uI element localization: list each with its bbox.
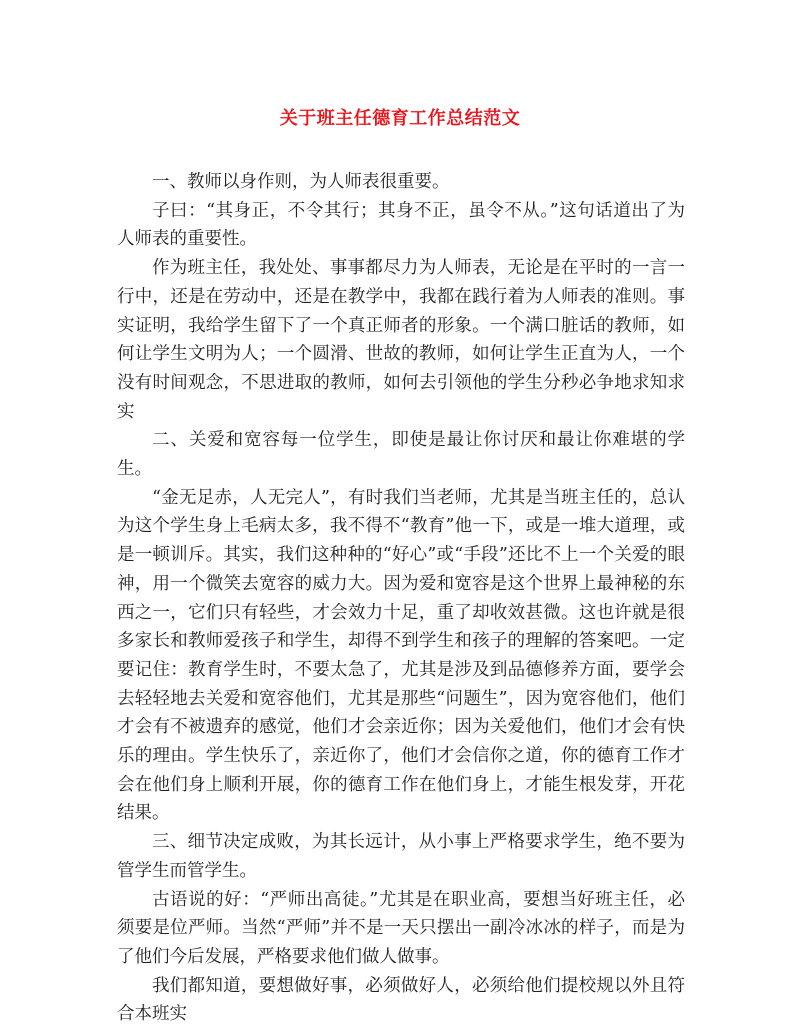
paragraph-5: “金无足赤，人无完人”，有时我们当老师，尤其是当班主任的，总认为这个学生身上毛病太多，我不得不“教育”他一下，或是一堆大道理，或是一顿训斥。其实，我们这种种的“好心”或“手段”还比不上一个关爱的眼神，用一个微笑去宽容的威力大。因为爱和宽容是这个世界上最神秘的东西之一，它们只有轻些，才会效力十足，重了却收效甚微。这也许就是很多家长和教师爱孩子和学生，却得不到学生和孩子的理解的答案吧。一定要记住：教育学生时，不要太急了，尤其是涉及到品德修养方面，要学会去轻轻地去关爱和宽容他们，尤其是那些“问题生”，因为宽容他们，他们才会有不被遗弃的感觉，他们才会亲近你；因为关爱他们，他们才会有快乐的理由。学生快乐了，亲近你了，他们才会信你之道，你的德育工作才会在他们身上顺利开展，你的德育工作在他们身上，才能生根发芽，开花结果。	[117, 487, 685, 824]
paragraph-7: 古语说的好：“严师出高徒。”尤其是在职业高，要想当好班主任，必须要是位严师。当然“严师”并不是一天只摆出一副冷冰冰的样子，而是为了他们今后发展，严格要求他们做人做事。	[117, 889, 685, 967]
paragraph-4: 二、关爱和宽容每一位学生，即使是最让你讨厌和最让你难堪的学生。	[117, 430, 685, 480]
paragraph-8: 我们都知道，要想做好事，必须做好人，必须给他们提校规以外且符合本班实	[117, 975, 685, 1025]
document-body	[117, 168, 685, 1029]
paragraph-1: 一、教师以身作则，为人师表很重要。	[152, 172, 450, 192]
paragraph-3: 作为班主任，我处处、事事都尽力为人师表，无论是在平时的一言一行中，还是在劳动中，还是在教学中，我都在践行着为人师表的准则。事实证明，我给学生留下了一个真正师者的形象。一个满口脏话的教师，如何让学生文明为人；一个圆滑、世故的教师，如何让学生正直为人，一个没有时间观念，不思进取的教师，如何去引领他的学生分秒必争地求知求实	[117, 258, 685, 422]
document-title: 关于班主任德育工作总结范文	[279, 108, 521, 129]
paragraph-6: 三、细节决定成败，为其长远计，从小事上严格要求学生，绝不要为管学生而管学生。	[117, 832, 685, 881]
paragraph-2: 子曰：“其身正，不令其行；其身不正，虽令不从。”这句话道出了为人师表的重要性。	[117, 200, 685, 250]
